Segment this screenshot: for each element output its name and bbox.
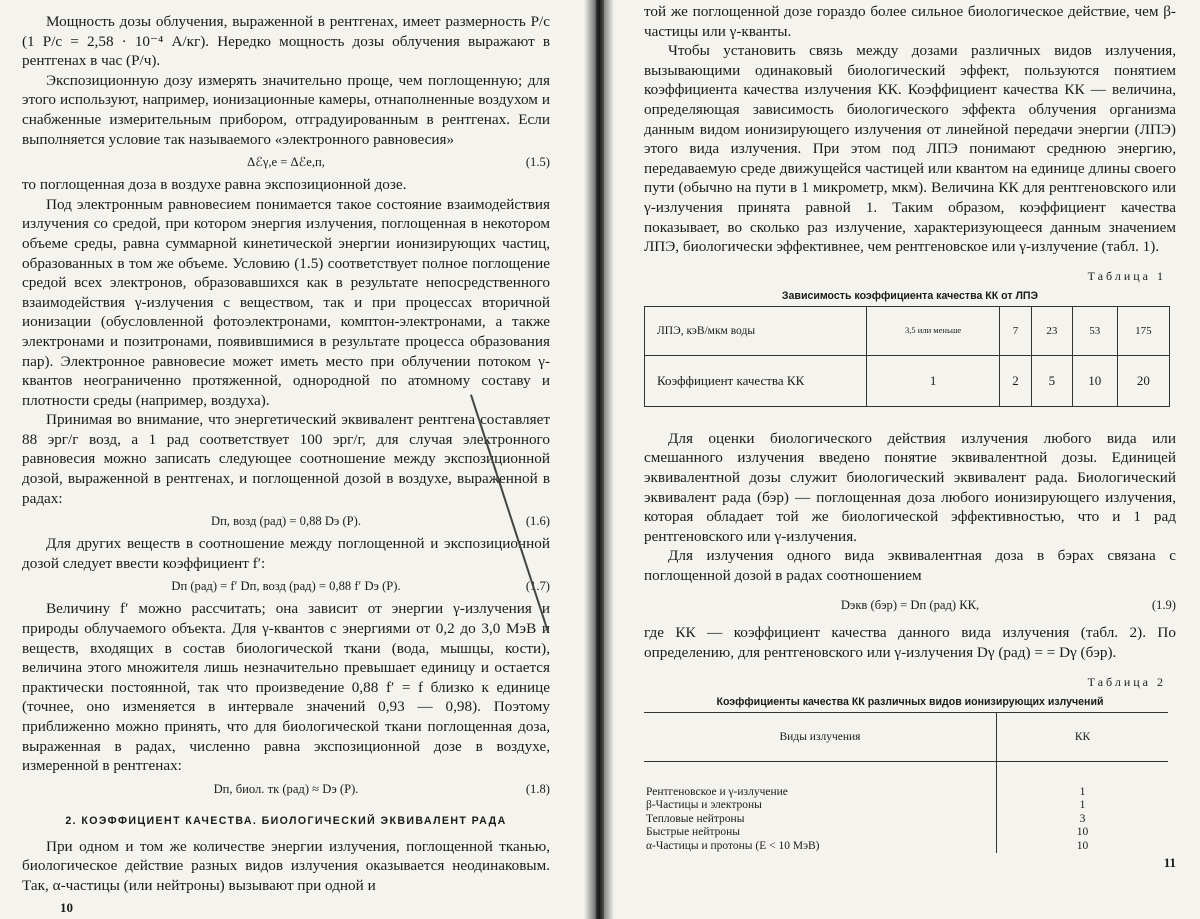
paragraph: Для излучения одного вида эквивалентная доза в бэрах связана с поглощенной дозой в радах соотношением [644, 547, 1176, 584]
equation-number: (1.7) [525, 579, 550, 594]
table-cell: 3,5 или меньше [867, 306, 1000, 355]
table-cell: α-Частицы и протоны (E < 10 МэВ) [644, 840, 997, 854]
paragraph: При одном и том же количестве энергии излучения, поглощенной тканью, биологическое действие разных видов излучения оказывается неодинаковым. Так, α-частицы (или нейтроны) вызывают при одной и [22, 837, 550, 894]
table-cell: Тепловые нейтроны [644, 813, 997, 827]
table-row [645, 306, 1170, 355]
paragraph: Чтобы установить связь между дозами различных видов излучения, вызывающими одинаковый биологический эффект, пользуются понятием коэффициента качества излучения КК. Коэффициент качества КК — величина, определяющая зависимость биологического эффекта облучения организма данным видом ионизирующего излучения от линейной передачи энергии (ЛПЭ) этого вида излучения. При этом под ЛПЭ понимают среднюю энергию, передаваемую среде движущейся частицей или квантом на единице длины своего пути (обычно на пути в 1 микрометр, мкм). Величина КК для рентгеновского или γ-излучения принята равной 1. Таким образом, коэффициент качества показывает, во сколько раз излучение, характеризующееся данным значением ЛПЭ, биологически эффективнее, чем рентгеновское или γ-излучение (табл. 1). [644, 42, 1176, 256]
formula-expression: Δℰγ,e = Δℰe,п, [247, 155, 325, 170]
table-row-header: Коэффициент качества КК [645, 355, 867, 406]
formula-1-6 [22, 509, 550, 533]
section-heading: 2. КОЭФФИЦИЕНТ КАЧЕСТВА. БИОЛОГИЧЕСКИЙ ЭКВИВАЛЕНТ РАДА [65, 814, 507, 827]
paragraph: то поглощенная доза в воздухе равна экспозиционной дозе. [22, 176, 407, 194]
formula-expression: Dп, биол. тк (рад) ≈ Dэ (Р). [213, 781, 359, 796]
right-page [604, 0, 1200, 919]
table-cell: 10 [1076, 826, 1089, 839]
paragraph: той же поглощенной дозе гораздо более сильное биологическое действие, чем β-частицы или γ-кванты. [644, 3, 1176, 40]
paragraph: Под электронным равновесием понимается такое состояние взаимодействия излучения со средой, при котором энергия излучения, поглощенная в некотором объеме среды, равна суммарной кинетической энергии ионизирующих частиц, образованных в том же объеме. Условию (1.5) соответствует полное поглощение средой всех электронов, образовавшихся как в результате непосредственного взаимодействия γ-излучения с веществом, так и при процессах вторичной ионизации (обусловленной фотоэлектронами, комптон-электронами, а также электронами и позитронами, появившимися в результате процесса образования пар). Электронное равновесие может иметь место при облучении потоком γ-квантов неограниченно протяженной, однородной по атомному составу и плотности среды (например, воздуха). [22, 195, 550, 409]
table-cell: 3 [1079, 812, 1086, 825]
table-row [645, 355, 1170, 406]
table-cell: 10 [1072, 355, 1117, 406]
table-row-header: ЛПЭ, кэВ/мкм воды [645, 306, 867, 355]
formula-expression: Dп, возд (рад) = 0,88 Dэ (Р). [210, 514, 362, 529]
formula-1-5 [22, 150, 550, 174]
table-1 [644, 306, 1170, 407]
table-row [644, 799, 1168, 813]
table-cell: 175 [1117, 306, 1169, 355]
table-cell: Быстрые нейтроны [644, 826, 997, 840]
paragraph: Величину f′ можно рассчитать; она зависит от энергии γ-излучения и природы облучаемого объекта. Для γ-квантов с энергиями от 0,2 до 3,0 МэВ и веществ, входящих в состав биологической ткани (вода, мышцы, кости), величина этого множителя лишь незначительно превышает единицу и остается практически постоянной, так что произведение 0,88 f′ = f близко к единице (точнее, оно изменяется в интервале значений 0,93 — 0,98). Поэтому приближенно можно принять, что для биологической ткани поглощенная доза, выраженная в радах, численно равна экспозиционной дозе в воздухе, измеренной в рентгенах: [22, 600, 550, 775]
table-cell: 10 [1076, 839, 1089, 852]
equation-number: (1.9) [1151, 598, 1176, 613]
table-cell: 1 [1079, 785, 1086, 798]
table-cell: 1 [867, 355, 1000, 406]
paragraph: Для других веществ в соотношение между поглощенной и экспозиционной дозой следует ввести коэффициент f′: [22, 535, 550, 572]
table-cell: 20 [1117, 355, 1169, 406]
table-cell: 2 [1000, 355, 1032, 406]
paragraph: Мощность дозы облучения, выраженной в рентгенах, имеет размерность Р/с (1 Р/с = 2,58 · 10⁻⁴ А/кг). Нередко мощность дозы облучения выражают в рентгенах в час (Р/ч). [22, 13, 550, 70]
table-cell: β-Частицы и электроны [644, 799, 997, 813]
table-cell: 1 [1079, 799, 1086, 812]
page-number: 11 [1163, 855, 1176, 870]
column-header: КК [997, 712, 1169, 761]
table-2-label: Таблица 2 [1087, 674, 1166, 689]
table-cell: 53 [1072, 306, 1117, 355]
table-2-caption: Коэффициенты качества КК различных видов ионизирующих излучений [716, 695, 1104, 708]
table-cell: 23 [1031, 306, 1072, 355]
table-1-caption: Зависимость коэффициента качества КК от ЛПЭ [781, 289, 1039, 302]
table-row [644, 813, 1168, 827]
table-header-row [644, 712, 1168, 761]
table-2 [644, 712, 1168, 854]
paragraph: Экспозиционную дозу измерять значительно проще, чем поглощенную; для этого используют, например, ионизационные камеры, отнаполненные воздухом и снабженные измерительным прибором, отградуированным в рентгенах. Если выполняется условие так называемого «электронного равновесия» [22, 71, 550, 148]
column-header: Виды излучения [644, 712, 997, 761]
paragraph: Для оценки биологического действия излучения любого вида или смешанного излучения введено понятие эквивалентной дозы. Единицей эквивалентной дозы служит биологический эквивалент рада. Биологический эквивалент рада (бэр) — поглощенная доза любого ионизирующего излучения, которая обладает той же биологической эффективностью, что и 1 рад рентгеновского или γ-излучения. [644, 429, 1176, 545]
table-row [644, 826, 1168, 840]
book-gutter [584, 0, 614, 919]
table-cell: 7 [1000, 306, 1032, 355]
formula-1-7 [22, 574, 550, 598]
paragraph: где КК — коэффициент качества данного вида излучения (табл. 2). По определению, для рентгеновского или γ-излучения Dγ (рад) = = Dγ (бэр). [644, 624, 1176, 662]
equation-number: (1.5) [525, 155, 550, 170]
page-number: 10 [60, 900, 73, 915]
table-cell: 5 [1031, 355, 1072, 406]
table-row [644, 840, 1168, 854]
formula-1-8 [22, 777, 550, 801]
formula-1-9 [644, 593, 1176, 617]
formula-expression: Dэкв (бэр) = Dп (рад) КК, [840, 598, 980, 613]
left-page [0, 0, 596, 919]
table-row [644, 761, 1168, 799]
table-cell: Рентгеновское и γ-излучение [644, 761, 997, 799]
equation-number: (1.8) [525, 781, 550, 796]
paragraph: Принимая во внимание, что энергетический эквивалент рентгена составляет 88 эрг/г возд, а 1 рад соответствует 100 эрг/г, для случая электронного равновесия можно записать следующее соотношение между экспозиционной дозой, выраженной в рентгенах, и поглощенной дозой в воздухе, выраженной в радах: [22, 411, 550, 507]
table-1-label: Таблица 1 [1087, 268, 1166, 283]
formula-expression: Dп (рад) = f′ Dп, возд (рад) = 0,88 f′ Dэ (Р). [171, 579, 401, 594]
equation-number: (1.6) [525, 514, 550, 529]
